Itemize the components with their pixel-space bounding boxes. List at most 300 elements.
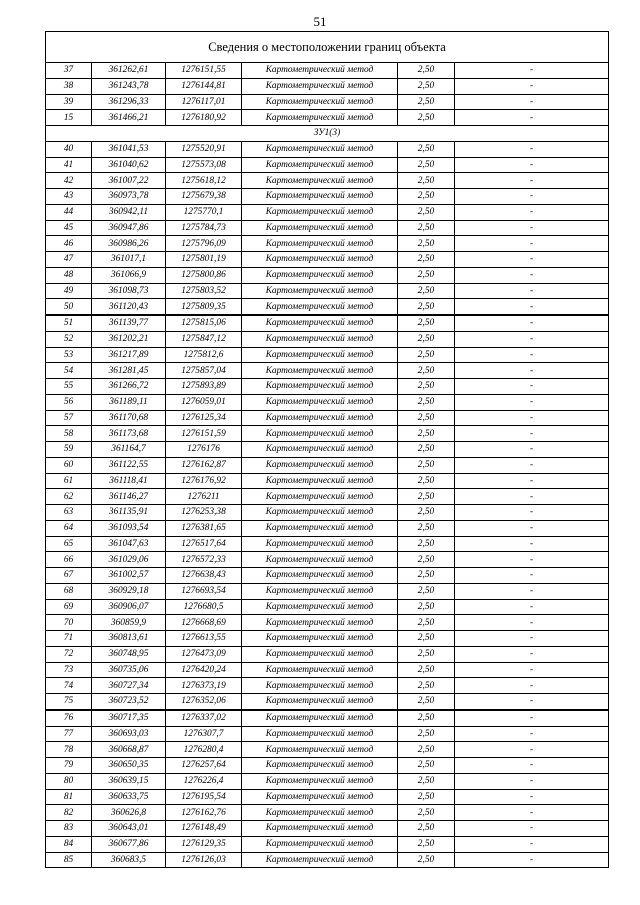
point-number-cell: 58 (46, 426, 92, 442)
method-cell: Картометрический метод (242, 536, 398, 552)
y-coordinate-cell: 1276176,92 (166, 473, 242, 489)
point-number-cell: 38 (46, 78, 92, 94)
method-cell: Картометрический метод (242, 347, 398, 363)
accuracy-cell: 2,50 (398, 646, 455, 662)
point-number-cell: 69 (46, 599, 92, 615)
table-row (46, 520, 609, 536)
y-coordinate-cell: 1276420,24 (166, 662, 242, 678)
description-cell: - (455, 473, 609, 489)
method-cell: Картометрический метод (242, 836, 398, 852)
accuracy-cell: 2,50 (398, 315, 455, 331)
description-cell: - (455, 568, 609, 584)
description-cell: - (455, 173, 609, 189)
point-number-cell: 43 (46, 189, 92, 205)
x-coordinate-cell: 361202,21 (92, 331, 166, 347)
x-coordinate-cell: 360639,15 (92, 773, 166, 789)
accuracy-cell: 2,50 (398, 63, 455, 79)
point-number-cell: 78 (46, 742, 92, 758)
method-cell: Картометрический метод (242, 457, 398, 473)
y-coordinate-cell: 1276126,03 (166, 852, 242, 868)
table-row (46, 379, 609, 395)
y-coordinate-cell: 1276668,69 (166, 615, 242, 631)
point-number-cell: 54 (46, 363, 92, 379)
table-row (46, 726, 609, 742)
x-coordinate-cell: 360643,01 (92, 821, 166, 837)
description-cell: - (455, 220, 609, 236)
method-cell: Картометрический метод (242, 189, 398, 205)
description-cell: - (455, 252, 609, 268)
y-coordinate-cell: 1275520,91 (166, 141, 242, 157)
table-row (46, 536, 609, 552)
table-row (46, 157, 609, 173)
y-coordinate-cell: 1275857,04 (166, 363, 242, 379)
table-row (46, 94, 609, 110)
method-cell: Картометрический метод (242, 410, 398, 426)
accuracy-cell: 2,50 (398, 742, 455, 758)
section-label: ЗУ1(3) (46, 126, 609, 142)
table-row (46, 283, 609, 299)
table-row (46, 189, 609, 205)
table-row (46, 852, 609, 868)
y-coordinate-cell: 1276226,4 (166, 773, 242, 789)
point-number-cell: 64 (46, 520, 92, 536)
accuracy-cell: 2,50 (398, 394, 455, 410)
accuracy-cell: 2,50 (398, 505, 455, 521)
accuracy-cell: 2,50 (398, 789, 455, 805)
y-coordinate-cell: 1276151,59 (166, 426, 242, 442)
table-row (46, 426, 609, 442)
method-cell: Картометрический метод (242, 710, 398, 726)
y-coordinate-cell: 1276257,64 (166, 758, 242, 774)
table-row (46, 678, 609, 694)
x-coordinate-cell: 360717,35 (92, 710, 166, 726)
point-number-cell: 73 (46, 662, 92, 678)
y-coordinate-cell: 1276129,35 (166, 836, 242, 852)
y-coordinate-cell: 1276253,38 (166, 505, 242, 521)
y-coordinate-cell: 1276381,65 (166, 520, 242, 536)
description-cell: - (455, 410, 609, 426)
accuracy-cell: 2,50 (398, 299, 455, 315)
x-coordinate-cell: 360727,34 (92, 678, 166, 694)
description-cell: - (455, 457, 609, 473)
description-cell: - (455, 742, 609, 758)
method-cell: Картометрический метод (242, 805, 398, 821)
x-coordinate-cell: 361041,53 (92, 141, 166, 157)
x-coordinate-cell: 360906,07 (92, 599, 166, 615)
description-cell: - (455, 363, 609, 379)
table-row (46, 758, 609, 774)
point-number-cell: 67 (46, 568, 92, 584)
method-cell: Картометрический метод (242, 678, 398, 694)
table-row (46, 646, 609, 662)
point-number-cell: 68 (46, 583, 92, 599)
point-number-cell: 66 (46, 552, 92, 568)
point-number-cell: 49 (46, 283, 92, 299)
point-number-cell: 55 (46, 379, 92, 395)
description-cell: - (455, 821, 609, 837)
table-row (46, 236, 609, 252)
accuracy-cell: 2,50 (398, 615, 455, 631)
x-coordinate-cell: 361281,45 (92, 363, 166, 379)
table-row (46, 110, 609, 126)
table-row (46, 173, 609, 189)
y-coordinate-cell: 1276162,87 (166, 457, 242, 473)
description-cell: - (455, 63, 609, 79)
description-cell: - (455, 394, 609, 410)
table-row (46, 805, 609, 821)
y-coordinate-cell: 1275784,73 (166, 220, 242, 236)
table-row (46, 821, 609, 837)
point-number-cell: 81 (46, 789, 92, 805)
x-coordinate-cell: 360650,35 (92, 758, 166, 774)
description-cell: - (455, 141, 609, 157)
method-cell: Картометрический метод (242, 821, 398, 837)
y-coordinate-cell: 1276195,54 (166, 789, 242, 805)
y-coordinate-cell: 1275770,1 (166, 204, 242, 220)
table-row (46, 442, 609, 458)
method-cell: Картометрический метод (242, 236, 398, 252)
table-row (46, 568, 609, 584)
point-number-cell: 61 (46, 473, 92, 489)
x-coordinate-cell: 361047,63 (92, 536, 166, 552)
description-cell: - (455, 505, 609, 521)
y-coordinate-cell: 1275803,52 (166, 283, 242, 299)
description-cell: - (455, 157, 609, 173)
section-row (46, 126, 609, 142)
accuracy-cell: 2,50 (398, 758, 455, 774)
table-row (46, 315, 609, 331)
description-cell: - (455, 489, 609, 505)
accuracy-cell: 2,50 (398, 662, 455, 678)
y-coordinate-cell: 1276373,19 (166, 678, 242, 694)
point-number-cell: 83 (46, 821, 92, 837)
y-coordinate-cell: 1276473,09 (166, 646, 242, 662)
description-cell: - (455, 283, 609, 299)
accuracy-cell: 2,50 (398, 94, 455, 110)
point-number-cell: 39 (46, 94, 92, 110)
accuracy-cell: 2,50 (398, 536, 455, 552)
point-number-cell: 72 (46, 646, 92, 662)
method-cell: Картометрический метод (242, 94, 398, 110)
x-coordinate-cell: 361118,41 (92, 473, 166, 489)
accuracy-cell: 2,50 (398, 410, 455, 426)
point-number-cell: 63 (46, 505, 92, 521)
description-cell: - (455, 583, 609, 599)
point-number-cell: 70 (46, 615, 92, 631)
accuracy-cell: 2,50 (398, 473, 455, 489)
method-cell: Картометрический метод (242, 283, 398, 299)
y-coordinate-cell: 1275796,09 (166, 236, 242, 252)
accuracy-cell: 2,50 (398, 821, 455, 837)
method-cell: Картометрический метод (242, 615, 398, 631)
y-coordinate-cell: 1276125,34 (166, 410, 242, 426)
method-cell: Картометрический метод (242, 505, 398, 521)
table-row (46, 773, 609, 789)
x-coordinate-cell: 361266,72 (92, 379, 166, 395)
description-cell: - (455, 236, 609, 252)
x-coordinate-cell: 361466,21 (92, 110, 166, 126)
description-cell: - (455, 520, 609, 536)
accuracy-cell: 2,50 (398, 363, 455, 379)
table-title: Сведения о местоположении границ объекта (46, 32, 609, 63)
point-number-cell: 51 (46, 315, 92, 331)
x-coordinate-cell: 361002,57 (92, 568, 166, 584)
description-cell: - (455, 646, 609, 662)
x-coordinate-cell: 360723,52 (92, 694, 166, 710)
method-cell: Картометрический метод (242, 773, 398, 789)
method-cell: Картометрический метод (242, 646, 398, 662)
point-number-cell: 52 (46, 331, 92, 347)
point-number-cell: 71 (46, 631, 92, 647)
table-row (46, 789, 609, 805)
point-number-cell: 56 (46, 394, 92, 410)
accuracy-cell: 2,50 (398, 678, 455, 694)
accuracy-cell: 2,50 (398, 189, 455, 205)
point-number-cell: 53 (46, 347, 92, 363)
description-cell: - (455, 599, 609, 615)
method-cell: Картометрический метод (242, 110, 398, 126)
accuracy-cell: 2,50 (398, 347, 455, 363)
method-cell: Картометрический метод (242, 204, 398, 220)
accuracy-cell: 2,50 (398, 773, 455, 789)
method-cell: Картометрический метод (242, 852, 398, 868)
description-cell: - (455, 78, 609, 94)
y-coordinate-cell: 1276337,02 (166, 710, 242, 726)
accuracy-cell: 2,50 (398, 694, 455, 710)
method-cell: Картометрический метод (242, 694, 398, 710)
table-row (46, 141, 609, 157)
x-coordinate-cell: 360813,61 (92, 631, 166, 647)
method-cell: Картометрический метод (242, 426, 398, 442)
y-coordinate-cell: 1275800,86 (166, 267, 242, 283)
method-cell: Картометрический метод (242, 267, 398, 283)
x-coordinate-cell: 360859,9 (92, 615, 166, 631)
table-row (46, 489, 609, 505)
x-coordinate-cell: 360677,86 (92, 836, 166, 852)
method-cell: Картометрический метод (242, 568, 398, 584)
x-coordinate-cell: 361017,1 (92, 252, 166, 268)
accuracy-cell: 2,50 (398, 141, 455, 157)
title-row (46, 32, 609, 63)
point-number-cell: 57 (46, 410, 92, 426)
method-cell: Картометрический метод (242, 552, 398, 568)
description-cell: - (455, 426, 609, 442)
method-cell: Картометрический метод (242, 315, 398, 331)
accuracy-cell: 2,50 (398, 552, 455, 568)
accuracy-cell: 2,50 (398, 157, 455, 173)
point-number-cell: 41 (46, 157, 92, 173)
y-coordinate-cell: 1276117,01 (166, 94, 242, 110)
method-cell: Картометрический метод (242, 299, 398, 315)
description-cell: - (455, 347, 609, 363)
y-coordinate-cell: 1276307,7 (166, 726, 242, 742)
point-number-cell: 40 (46, 141, 92, 157)
table-row (46, 457, 609, 473)
x-coordinate-cell: 361262,61 (92, 63, 166, 79)
table-row (46, 694, 609, 710)
point-number-cell: 15 (46, 110, 92, 126)
point-number-cell: 62 (46, 489, 92, 505)
point-number-cell: 74 (46, 678, 92, 694)
accuracy-cell: 2,50 (398, 78, 455, 94)
x-coordinate-cell: 361170,68 (92, 410, 166, 426)
point-number-cell: 79 (46, 758, 92, 774)
accuracy-cell: 2,50 (398, 220, 455, 236)
description-cell: - (455, 726, 609, 742)
point-number-cell: 47 (46, 252, 92, 268)
description-cell: - (455, 267, 609, 283)
point-number-cell: 82 (46, 805, 92, 821)
x-coordinate-cell: 360633,75 (92, 789, 166, 805)
method-cell: Картометрический метод (242, 331, 398, 347)
accuracy-cell: 2,50 (398, 805, 455, 821)
point-number-cell: 45 (46, 220, 92, 236)
boundary-table (45, 31, 609, 868)
method-cell: Картометрический метод (242, 173, 398, 189)
x-coordinate-cell: 360986,26 (92, 236, 166, 252)
accuracy-cell: 2,50 (398, 852, 455, 868)
description-cell: - (455, 615, 609, 631)
x-coordinate-cell: 360942,11 (92, 204, 166, 220)
description-cell: - (455, 678, 609, 694)
y-coordinate-cell: 1275573,08 (166, 157, 242, 173)
method-cell: Картометрический метод (242, 252, 398, 268)
table-row (46, 599, 609, 615)
point-number-cell: 65 (46, 536, 92, 552)
description-cell: - (455, 379, 609, 395)
y-coordinate-cell: 1275893,89 (166, 379, 242, 395)
y-coordinate-cell: 1275847,12 (166, 331, 242, 347)
method-cell: Картометрический метод (242, 363, 398, 379)
x-coordinate-cell: 361135,91 (92, 505, 166, 521)
accuracy-cell: 2,50 (398, 489, 455, 505)
table-row (46, 78, 609, 94)
accuracy-cell: 2,50 (398, 520, 455, 536)
accuracy-cell: 2,50 (398, 379, 455, 395)
x-coordinate-cell: 360683,5 (92, 852, 166, 868)
description-cell: - (455, 631, 609, 647)
accuracy-cell: 2,50 (398, 426, 455, 442)
x-coordinate-cell: 361066,9 (92, 267, 166, 283)
x-coordinate-cell: 361098,73 (92, 283, 166, 299)
method-cell: Картометрический метод (242, 63, 398, 79)
x-coordinate-cell: 360626,8 (92, 805, 166, 821)
x-coordinate-cell: 360668,87 (92, 742, 166, 758)
x-coordinate-cell: 361243,78 (92, 78, 166, 94)
accuracy-cell: 2,50 (398, 631, 455, 647)
x-coordinate-cell: 360693,03 (92, 726, 166, 742)
table-row (46, 63, 609, 79)
table-row (46, 363, 609, 379)
method-cell: Картометрический метод (242, 220, 398, 236)
method-cell: Картометрический метод (242, 789, 398, 805)
method-cell: Картометрический метод (242, 631, 398, 647)
method-cell: Картометрический метод (242, 726, 398, 742)
x-coordinate-cell: 360748,95 (92, 646, 166, 662)
accuracy-cell: 2,50 (398, 583, 455, 599)
description-cell: - (455, 805, 609, 821)
table-row (46, 267, 609, 283)
x-coordinate-cell: 361007,22 (92, 173, 166, 189)
x-coordinate-cell: 361217,89 (92, 347, 166, 363)
accuracy-cell: 2,50 (398, 252, 455, 268)
y-coordinate-cell: 1276211 (166, 489, 242, 505)
x-coordinate-cell: 361164,7 (92, 442, 166, 458)
x-coordinate-cell: 361029,06 (92, 552, 166, 568)
table-row (46, 615, 609, 631)
point-number-cell: 76 (46, 710, 92, 726)
accuracy-cell: 2,50 (398, 710, 455, 726)
description-cell: - (455, 442, 609, 458)
point-number-cell: 42 (46, 173, 92, 189)
y-coordinate-cell: 1275801,19 (166, 252, 242, 268)
y-coordinate-cell: 1276162,76 (166, 805, 242, 821)
method-cell: Картометрический метод (242, 473, 398, 489)
x-coordinate-cell: 361040,62 (92, 157, 166, 173)
y-coordinate-cell: 1276280,4 (166, 742, 242, 758)
description-cell: - (455, 299, 609, 315)
table-row (46, 394, 609, 410)
accuracy-cell: 2,50 (398, 283, 455, 299)
method-cell: Картометрический метод (242, 78, 398, 94)
accuracy-cell: 2,50 (398, 331, 455, 347)
y-coordinate-cell: 1275812,6 (166, 347, 242, 363)
table-row (46, 331, 609, 347)
table-row (46, 742, 609, 758)
table-row (46, 410, 609, 426)
y-coordinate-cell: 1276680,5 (166, 599, 242, 615)
accuracy-cell: 2,50 (398, 457, 455, 473)
point-number-cell: 59 (46, 442, 92, 458)
point-number-cell: 46 (46, 236, 92, 252)
description-cell: - (455, 836, 609, 852)
table-row (46, 347, 609, 363)
point-number-cell: 84 (46, 836, 92, 852)
table-body (46, 32, 609, 868)
point-number-cell: 50 (46, 299, 92, 315)
accuracy-cell: 2,50 (398, 726, 455, 742)
accuracy-cell: 2,50 (398, 599, 455, 615)
y-coordinate-cell: 1275809,35 (166, 299, 242, 315)
description-cell: - (455, 758, 609, 774)
x-coordinate-cell: 360929,18 (92, 583, 166, 599)
point-number-cell: 77 (46, 726, 92, 742)
method-cell: Картометрический метод (242, 742, 398, 758)
method-cell: Картометрический метод (242, 489, 398, 505)
table-row (46, 662, 609, 678)
table-row (46, 220, 609, 236)
accuracy-cell: 2,50 (398, 173, 455, 189)
x-coordinate-cell: 360947,86 (92, 220, 166, 236)
method-cell: Картометрический метод (242, 442, 398, 458)
y-coordinate-cell: 1276572,33 (166, 552, 242, 568)
accuracy-cell: 2,50 (398, 236, 455, 252)
y-coordinate-cell: 1276638,43 (166, 568, 242, 584)
table-row (46, 505, 609, 521)
accuracy-cell: 2,50 (398, 110, 455, 126)
point-number-cell: 37 (46, 63, 92, 79)
y-coordinate-cell: 1276613,55 (166, 631, 242, 647)
x-coordinate-cell: 361173,68 (92, 426, 166, 442)
method-cell: Картометрический метод (242, 662, 398, 678)
table-row (46, 204, 609, 220)
description-cell: - (455, 852, 609, 868)
y-coordinate-cell: 1276148,49 (166, 821, 242, 837)
x-coordinate-cell: 361296,33 (92, 94, 166, 110)
method-cell: Картометрический метод (242, 583, 398, 599)
method-cell: Картометрический метод (242, 520, 398, 536)
x-coordinate-cell: 361093,54 (92, 520, 166, 536)
